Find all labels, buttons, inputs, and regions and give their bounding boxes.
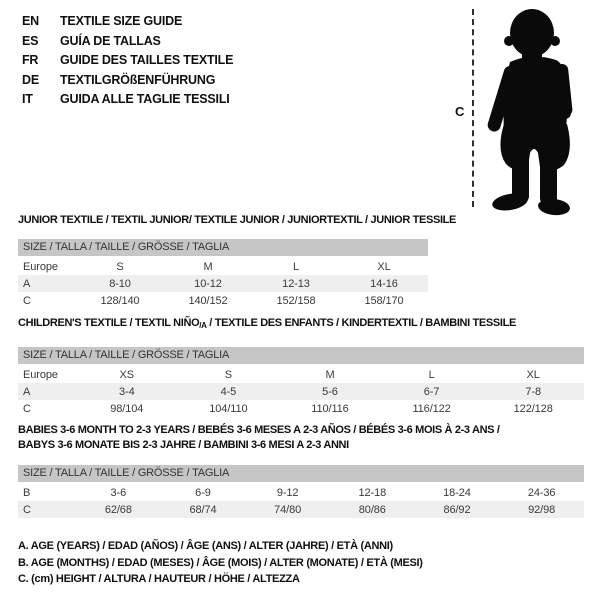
size-value-cell: 14-16 [370, 277, 398, 290]
size-value-cell: 10-12 [194, 277, 222, 290]
row-label-cell: C [23, 402, 31, 415]
language-title: GUIDE DES TAILLES TEXTILE [60, 53, 234, 67]
row-label-cell: Europe [23, 260, 58, 273]
junior-table-block [18, 239, 428, 309]
language-code: FR [22, 53, 39, 67]
size-value-cell: XL [377, 260, 391, 273]
size-value-cell: S [116, 260, 124, 273]
size-value-cell: 8-10 [109, 277, 131, 290]
size-header-bar: SIZE / TALLA / TAILLE / GRÖSSE / TAGLIA [18, 465, 584, 482]
size-value-cell: 152/158 [276, 294, 316, 307]
size-value-cell: XS [119, 368, 135, 381]
row-label-cell: C [23, 294, 31, 307]
size-value-cell: 6-7 [423, 385, 440, 398]
size-value-cell: M [325, 368, 335, 381]
size-value-cell: L [428, 368, 435, 381]
language-row-de [22, 71, 233, 91]
table-row [18, 383, 584, 400]
babies-title-line2: BABYS 3-6 MONATE BIS 2-3 JAHRE / BAMBINI 3-6 MESI A 2-3 ANNI [18, 439, 349, 451]
size-value-cell: 5-6 [322, 385, 338, 398]
row-label-cell: C [23, 503, 31, 516]
size-value-cell: 74/80 [274, 503, 302, 516]
babies-size-table [18, 484, 584, 518]
language-code: DE [22, 72, 39, 87]
language-row-es [22, 32, 233, 52]
language-code: EN [22, 14, 39, 28]
size-value-cell: 9-12 [276, 486, 299, 499]
table-row [18, 484, 584, 501]
size-value-cell: 12-13 [282, 277, 310, 290]
size-value-cell: 3-6 [110, 486, 127, 499]
height-measure-label: C [455, 104, 465, 119]
row-label-cell: A [23, 277, 31, 290]
size-value-cell: 110/116 [311, 402, 349, 415]
children-title-subscript: /A [199, 321, 207, 330]
footnote-age-months: B. AGE (MONTHS) / EDAD (MESES) / ÂGE (MOIS) / ALTER (MONATE) / ETÀ (MESI) [18, 556, 423, 569]
table-row [18, 275, 428, 292]
language-title: GUÍA DE TALLAS [60, 33, 161, 48]
children-title-pre: CHILDREN'S TEXTILE / TEXTIL NIÑO [18, 317, 200, 329]
children-size-table [18, 366, 584, 417]
footnotes [18, 538, 423, 588]
row-label-cell: A [23, 385, 31, 398]
children-table-title [18, 317, 516, 330]
table-row [18, 400, 584, 417]
babies-table-title [18, 423, 500, 453]
size-value-cell: 24-36 [527, 486, 556, 499]
size-value-cell: 140/152 [188, 294, 228, 307]
language-row-fr [22, 51, 233, 71]
size-value-cell: 6-9 [195, 486, 211, 499]
size-value-cell: 92/98 [528, 503, 556, 516]
footnote-height: C. (cm) HEIGHT / ALTURA / HAUTEUR / HÖHE / ALTEZZA [18, 573, 300, 585]
table-row [18, 258, 428, 275]
language-row-it [22, 90, 233, 110]
footnote-age-years: A. AGE (YEARS) / EDAD (AÑOS) / ÂGE (ANS) / ALTER (JAHRE) / ETÀ (ANNI) [18, 540, 393, 552]
language-title: TEXTILGRÖßENFÜHRUNG [60, 72, 216, 87]
size-value-cell: 86/92 [443, 503, 471, 516]
size-value-cell: S [224, 368, 233, 381]
language-code: ES [22, 33, 39, 48]
language-row-en [22, 12, 233, 32]
size-value-cell: 18-24 [443, 486, 471, 499]
baby-silhouette [480, 4, 600, 216]
junior-table-title: JUNIOR TEXTILE / TEXTIL JUNIOR/ TEXTILE JUNIOR / JUNIORTEXTIL / JUNIOR TESSILE [18, 214, 457, 226]
babies-table-block [18, 465, 584, 518]
size-value-cell: 80/86 [358, 503, 386, 516]
babies-title-line1: BABIES 3-6 MONTH TO 2-3 YEARS / BEBÉS 3-6 MESES A 2-3 AÑOS / BÉBÉS 3-6 MOIS À 2-3 ANS / [18, 424, 500, 436]
children-title-post: / TEXTILE DES ENFANTS / KINDERTEXTIL / BAMBINI TESSILE [206, 317, 516, 329]
size-value-cell: 122/128 [513, 402, 553, 415]
size-value-cell: 68/74 [189, 503, 217, 516]
size-value-cell: 7-8 [525, 385, 541, 398]
size-value-cell: 116/122 [412, 402, 451, 415]
language-title: TEXTILE SIZE GUIDE [60, 14, 183, 28]
size-value-cell: 12-18 [358, 486, 387, 499]
language-list [22, 12, 233, 110]
size-value-cell: 3-4 [118, 385, 135, 398]
size-value-cell: M [203, 260, 213, 273]
size-value-cell: 104/110 [209, 402, 248, 415]
size-value-cell: 158/170 [364, 294, 404, 307]
size-header-bar: SIZE / TALLA / TAILLE / GRÖSSE / TAGLIA [18, 347, 584, 364]
size-header-bar: SIZE / TALLA / TAILLE / GRÖSSE / TAGLIA [18, 239, 428, 256]
row-label-cell: B [23, 486, 31, 499]
table-row [18, 366, 584, 383]
table-row [18, 292, 428, 309]
language-title: GUIDA ALLE TAGLIE TESSILI [60, 92, 230, 106]
size-value-cell: 128/140 [100, 294, 140, 307]
junior-size-table [18, 258, 428, 309]
row-label-cell: Europe [23, 368, 58, 381]
size-value-cell: 98/104 [110, 402, 144, 415]
size-value-cell: XL [526, 368, 540, 381]
table-row [18, 501, 584, 518]
children-table-block [18, 347, 584, 417]
size-value-cell: 4-5 [220, 385, 237, 398]
height-measure-line [472, 9, 474, 207]
size-value-cell: 62/68 [104, 503, 132, 516]
size-value-cell: L [292, 260, 300, 273]
language-code: IT [22, 92, 33, 106]
